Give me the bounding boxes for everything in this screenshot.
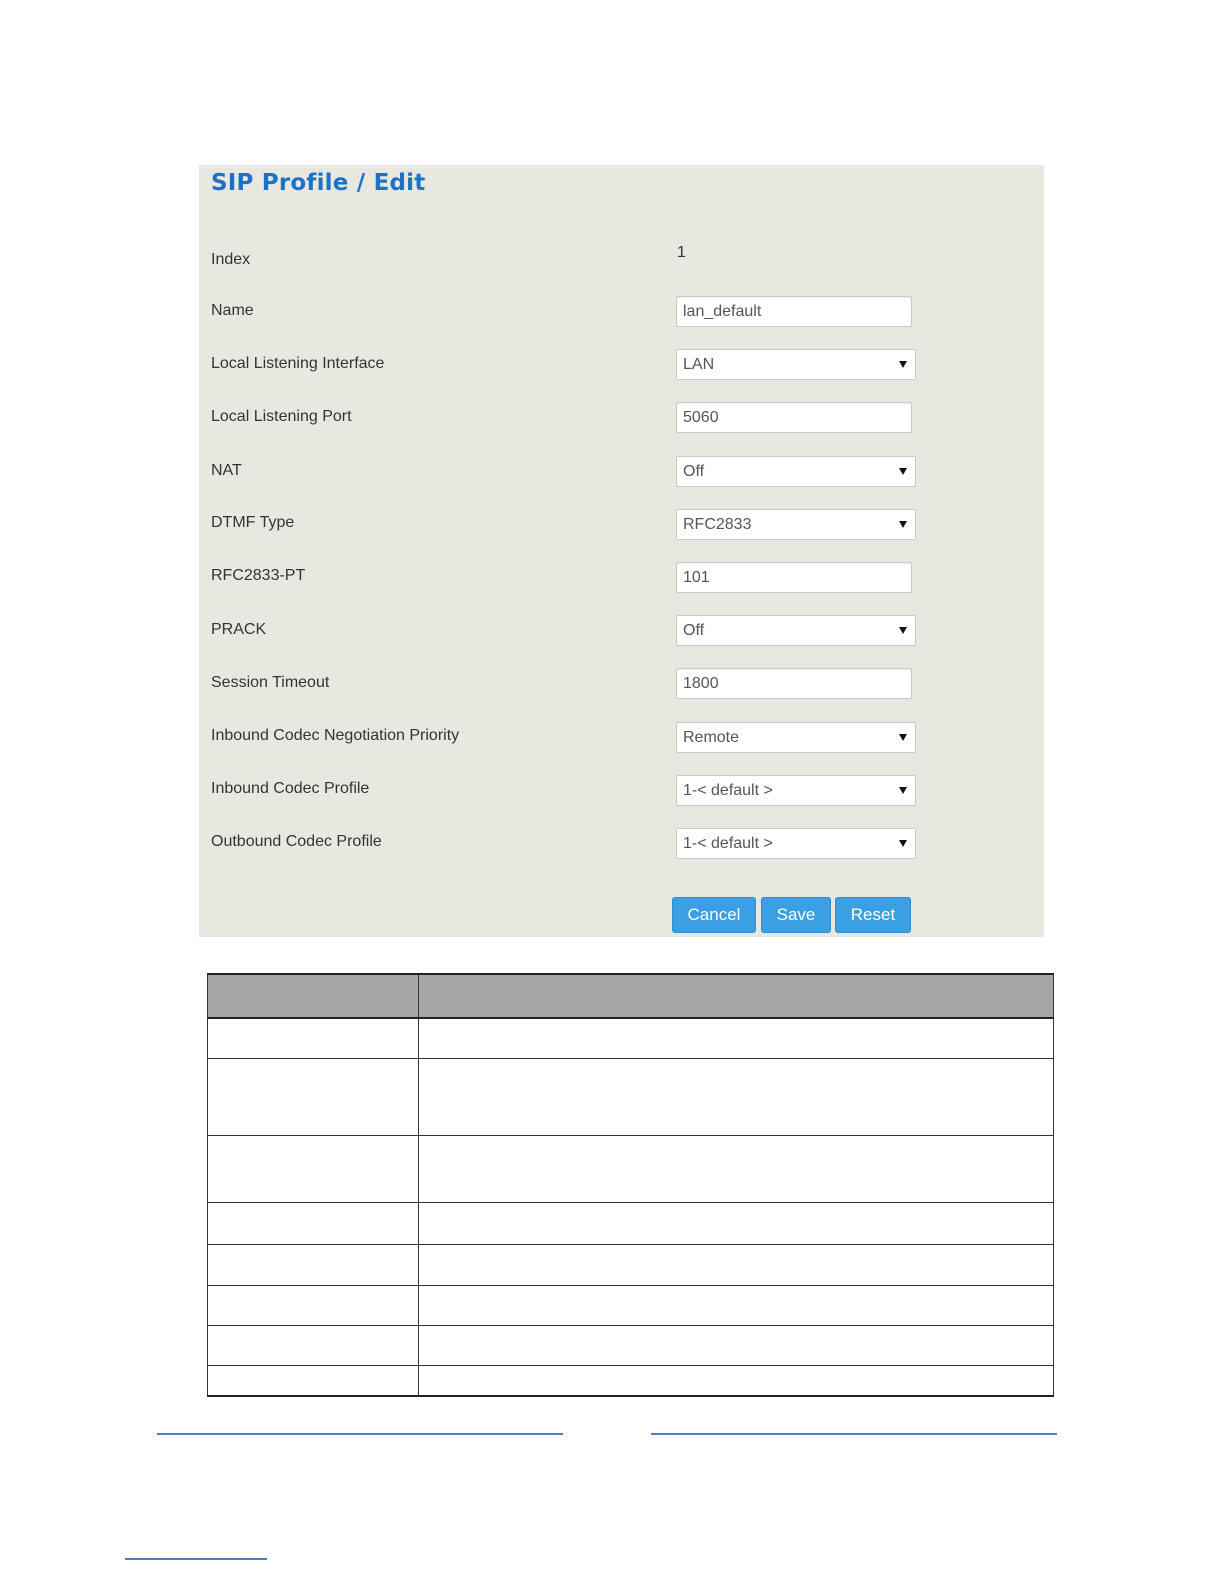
prack-label: PRACK bbox=[211, 621, 267, 638]
table-row bbox=[208, 1325, 1054, 1365]
table-cell bbox=[208, 1365, 419, 1396]
parameter-table bbox=[207, 973, 1054, 1397]
table-cell bbox=[419, 1135, 1054, 1202]
inbound-codec-negotiation-priority-select[interactable] bbox=[676, 722, 916, 753]
table-cell bbox=[208, 1285, 419, 1325]
table-cell bbox=[419, 1365, 1054, 1396]
dtmf-type-label: DTMF Type bbox=[211, 514, 295, 531]
triangle-down-icon bbox=[899, 521, 907, 528]
name-input[interactable] bbox=[676, 296, 912, 327]
index-value: 1 bbox=[677, 244, 686, 261]
table-cell bbox=[419, 1202, 1054, 1244]
triangle-down-icon bbox=[899, 840, 907, 847]
save-button[interactable]: Save bbox=[761, 897, 831, 933]
local-listening-interface-select[interactable] bbox=[676, 349, 916, 380]
session-timeout-input[interactable] bbox=[676, 668, 912, 699]
cancel-button[interactable]: Cancel bbox=[672, 897, 756, 933]
table-row bbox=[208, 1202, 1054, 1244]
index-label: Index bbox=[211, 251, 251, 268]
table-cell bbox=[208, 1058, 419, 1135]
reset-button[interactable]: Reset bbox=[835, 897, 911, 933]
triangle-down-icon bbox=[899, 734, 907, 741]
table-cell bbox=[419, 1244, 1054, 1285]
table-row bbox=[208, 1135, 1054, 1202]
local-listening-port-label: Local Listening Port bbox=[211, 408, 352, 425]
table-cell bbox=[419, 1018, 1054, 1058]
local-listening-interface-selected: LAN bbox=[683, 356, 715, 373]
outbound-codec-profile-selected: 1-< default > bbox=[683, 835, 773, 852]
table-header-row bbox=[208, 974, 1054, 1018]
table-cell bbox=[419, 1285, 1054, 1325]
table-cell bbox=[208, 1135, 419, 1202]
footnote-rule bbox=[125, 1558, 267, 1560]
nat-selected: Off bbox=[683, 463, 705, 480]
inbound-codec-profile-selected: 1-< default > bbox=[683, 782, 773, 799]
rfc2833-pt-label: RFC2833-PT bbox=[211, 567, 306, 584]
triangle-down-icon bbox=[899, 361, 907, 368]
table-cell bbox=[208, 1244, 419, 1285]
rfc2833-pt-input[interactable] bbox=[676, 562, 912, 593]
table-cell bbox=[208, 1325, 419, 1365]
triangle-down-icon bbox=[899, 787, 907, 794]
outbound-codec-profile-label: Outbound Codec Profile bbox=[211, 833, 382, 850]
table-row bbox=[208, 1365, 1054, 1396]
inbound-codec-negotiation-priority-selected: Remote bbox=[683, 729, 740, 746]
local-listening-port-input[interactable] bbox=[676, 402, 912, 433]
triangle-down-icon bbox=[899, 468, 907, 475]
table-header-cell bbox=[419, 974, 1054, 1018]
table-cell bbox=[208, 1018, 419, 1058]
prack-select[interactable] bbox=[676, 615, 916, 646]
outbound-codec-profile-select[interactable] bbox=[676, 828, 916, 859]
triangle-down-icon bbox=[899, 627, 907, 634]
name-label: Name bbox=[211, 302, 254, 319]
table-row bbox=[208, 1285, 1054, 1325]
table-row bbox=[208, 1018, 1054, 1058]
local-listening-interface-label: Local Listening Interface bbox=[211, 355, 385, 372]
table-cell bbox=[208, 1202, 419, 1244]
session-timeout-label: Session Timeout bbox=[211, 674, 330, 691]
prack-selected: Off bbox=[683, 622, 705, 639]
table-row bbox=[208, 1244, 1054, 1285]
sip-profile-edit-panel bbox=[199, 165, 1044, 937]
nat-select[interactable] bbox=[676, 456, 916, 487]
nat-label: NAT bbox=[211, 462, 242, 479]
table-row bbox=[208, 1058, 1054, 1135]
footer-rule-left bbox=[157, 1433, 563, 1435]
table-cell bbox=[419, 1325, 1054, 1365]
table-cell bbox=[419, 1058, 1054, 1135]
page-title: SIP Profile / Edit bbox=[211, 170, 426, 196]
inbound-codec-profile-label: Inbound Codec Profile bbox=[211, 780, 370, 797]
dtmf-type-selected: RFC2833 bbox=[683, 516, 752, 533]
footer-rule-right bbox=[651, 1433, 1057, 1435]
inbound-codec-profile-select[interactable] bbox=[676, 775, 916, 806]
table-header-cell bbox=[208, 974, 419, 1018]
inbound-codec-negotiation-priority-label: Inbound Codec Negotiation Priority bbox=[211, 727, 460, 744]
dtmf-type-select[interactable] bbox=[676, 509, 916, 540]
